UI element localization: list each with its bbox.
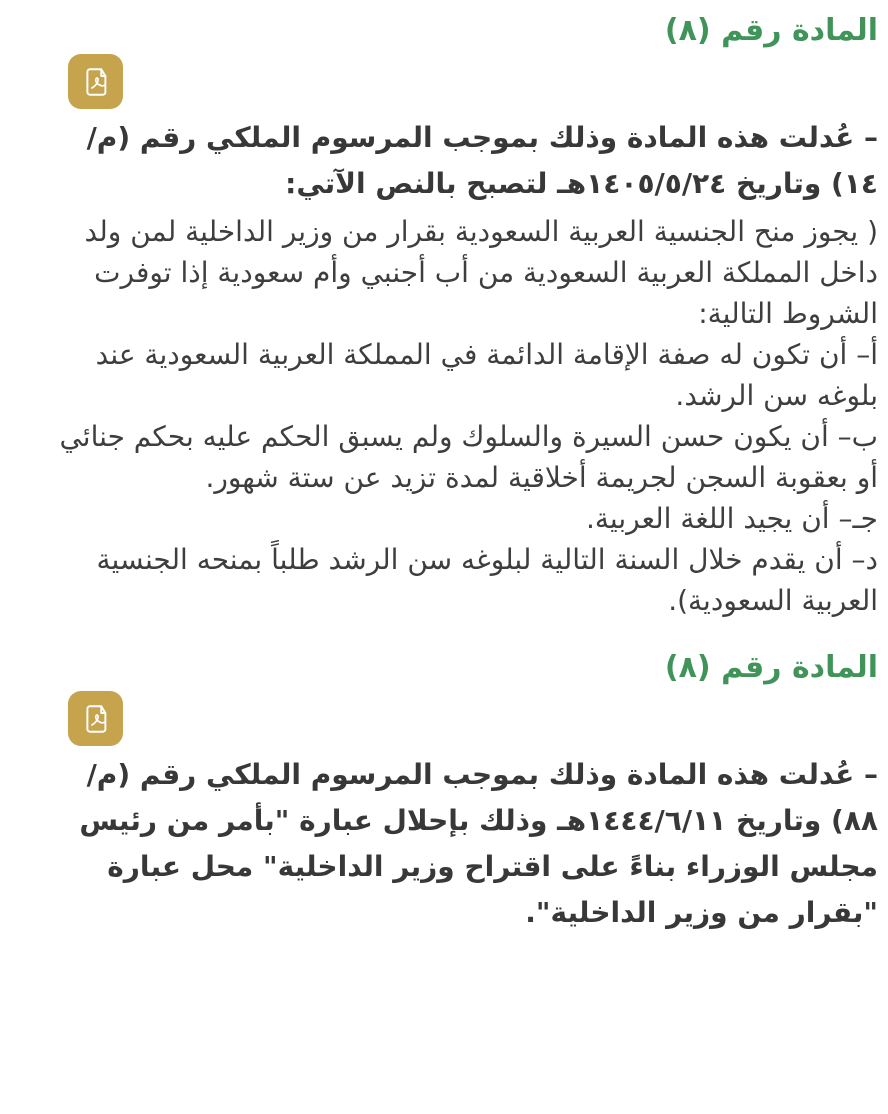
article-title: المادة رقم (٨) (664, 13, 878, 48)
pdf-file-icon (78, 701, 114, 737)
article-text-intro: ( يجوز منح الجنسية العربية السعودية بقرار من وزير الداخلية لمن ولد داخل المملكة العربية السعودية من أب أجنبي وأم سعودية إذا توفرت الشروط التالية: (84, 215, 878, 330)
pdf-download-button[interactable] (68, 691, 123, 746)
pdf-file-icon (78, 64, 114, 100)
clause-a: أ– أن تكون له صفة الإقامة الدائمة في المملكة العربية السعودية عند بلوغه سن الرشد. (95, 338, 878, 412)
article-section-2 (45, 649, 878, 936)
pdf-download-button[interactable] (68, 54, 123, 109)
clause-c: جـ– أن يجيد اللغة العربية. (586, 502, 878, 535)
clause-b: ب– أن يكون حسن السيرة والسلوك ولم يسبق الحكم عليه بحكم جنائي أو بعقوبة السجن لجريمة أخلاقية لمدة تزيد عن ستة شهور. (59, 420, 878, 494)
amendment-note: – عُدلت هذه المادة وذلك بموجب المرسوم الملكي رقم (م/٨٨) وتاريخ ١٤٤٤/٦/١١هـ وذلك بإحلال عبارة "بأمر من رئيس مجلس الوزراء بناءً على اقتراح وزير الداخلية" محل عبارة "بقرار من وزير الداخلية". (79, 758, 878, 929)
clause-d: د– أن يقدم خلال السنة التالية لبلوغه سن الرشد طلباً بمنحه الجنسية العربية السعودية). (96, 543, 878, 617)
article-section-1 (45, 12, 878, 621)
amendment-note: – عُدلت هذه المادة وذلك بموجب المرسوم الملكي رقم (م/١٤) وتاريخ ١٤٠٥/٥/٢٤هـ لتصبح بالنص الآتي: (86, 121, 878, 200)
article-title: المادة رقم (٨) (664, 650, 878, 685)
